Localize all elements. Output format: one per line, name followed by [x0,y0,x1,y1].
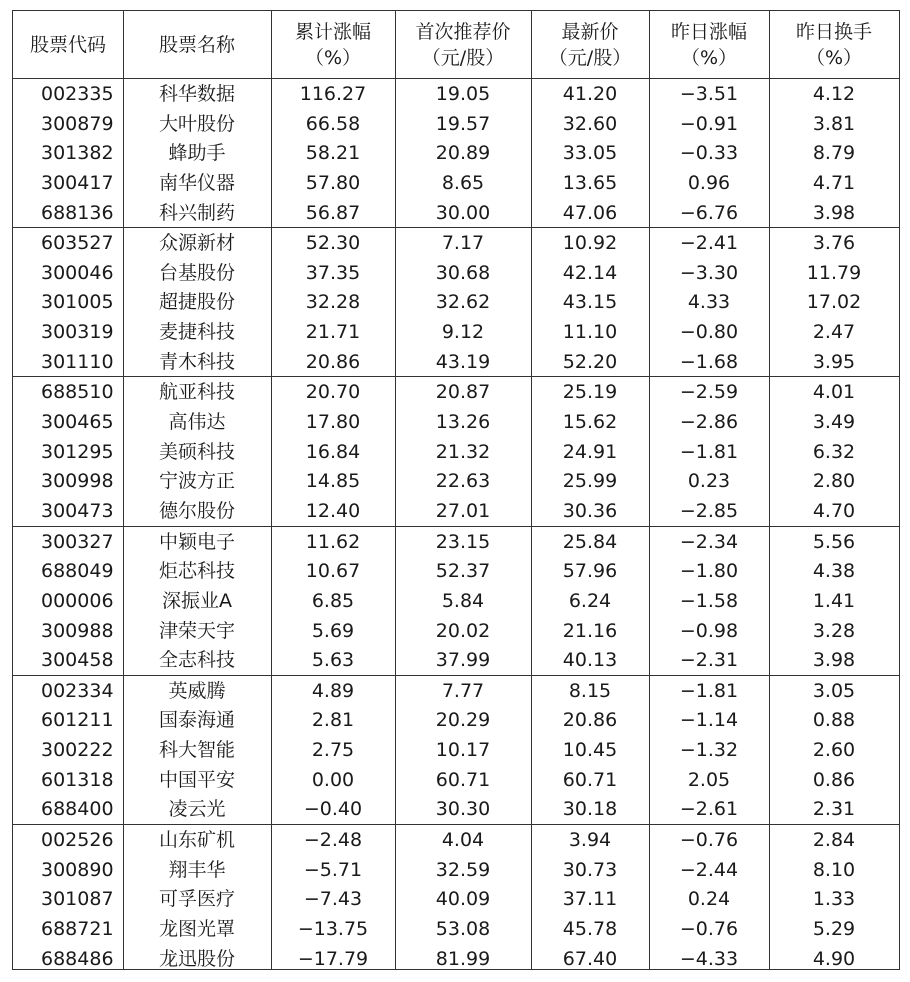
table-row [13,675,899,706]
yesterday-change: −1.14 [679,709,739,732]
header-latest-price [531,11,649,78]
table-row [13,705,899,735]
yesterday-change: −2.34 [679,530,739,553]
stock-name: 可孚医疗 [158,888,235,911]
stock-name: 众源新材 [158,232,235,255]
latest-price: 42.14 [562,261,618,284]
cumulative-gain: 4.89 [311,679,355,702]
yesterday-turnover: 17.02 [806,291,862,314]
cumulative-gain: 20.86 [305,350,361,373]
table-row [13,794,899,824]
stock-name: 美硕科技 [158,440,235,463]
stock-name: 龙迅股份 [158,947,235,970]
yesterday-change: 0.24 [687,888,731,911]
yesterday-turnover: 8.10 [812,858,856,881]
first-recommend-price: 52.37 [435,560,491,583]
stock-code: 300319 [41,321,114,344]
latest-price: 52.20 [562,350,618,373]
stock-code: 002335 [41,83,114,105]
yesterday-turnover: 2.80 [812,470,856,493]
first-recommend-price: 20.89 [435,142,491,165]
yesterday-turnover: 3.98 [812,649,856,672]
stock-code: 000006 [41,589,114,612]
stock-name: 超捷股份 [158,291,235,314]
cumulative-gain: −2.48 [303,829,363,852]
yesterday-change: −1.68 [679,350,739,373]
table-row [13,168,899,198]
stock-name: 中国平安 [158,768,235,791]
table-row [13,287,899,317]
stock-code: 300417 [41,171,114,194]
stock-name: 宁波方正 [158,470,235,493]
latest-price: 33.05 [562,142,618,165]
column-divider [395,11,396,969]
stock-code: 601211 [41,709,114,732]
first-recommend-price: 30.68 [435,261,491,284]
first-recommend-price: 9.12 [441,321,485,344]
yesterday-change: −2.86 [679,411,739,434]
stock-code: 301110 [41,350,114,373]
first-recommend-price: 30.30 [435,798,491,821]
table-row [13,824,899,855]
stock-code: 688486 [41,947,114,970]
cumulative-gain: 5.69 [311,619,355,642]
table-body [13,79,899,973]
stock-code: 688721 [41,917,114,940]
first-recommend-price: 19.05 [435,83,491,105]
stock-code: 300222 [41,739,114,762]
yesterday-turnover: 2.47 [812,321,856,344]
yesterday-turnover: 4.71 [812,171,856,194]
first-recommend-price: 27.01 [435,499,491,522]
stock-name: 麦捷科技 [158,321,235,344]
yesterday-change: 0.96 [687,171,731,194]
header-label: 首次推荐价 [415,20,511,43]
table-row [13,765,899,795]
first-recommend-price: 7.77 [441,679,485,702]
stock-code: 603527 [41,232,114,255]
stock-table [12,10,900,970]
first-recommend-price: 5.84 [441,589,485,612]
cumulative-gain: 14.85 [305,470,361,493]
cumulative-gain: 57.80 [305,171,361,194]
latest-price: 8.15 [568,679,612,702]
yesterday-turnover: 0.86 [812,768,856,791]
stock-code: 300890 [41,858,114,881]
first-recommend-price: 20.02 [435,619,491,642]
yesterday-change: 0.23 [687,470,731,493]
stock-code: 601318 [41,768,114,791]
stock-name: 蜂助手 [168,142,226,165]
yesterday-change: −6.76 [679,201,739,224]
cumulative-gain: 6.85 [311,589,355,612]
table-row [13,884,899,914]
stock-name: 英威腾 [168,679,226,702]
table-row [13,944,899,974]
first-recommend-price: 19.57 [435,112,491,135]
stock-code: 300473 [41,499,114,522]
stock-name: 翔丰华 [168,858,226,881]
first-recommend-price: 43.19 [435,350,491,373]
header-yesterday-turnover [769,11,899,78]
yesterday-change: −2.44 [679,858,739,881]
header-unit: （%） [680,46,738,69]
stock-name: 科大智能 [158,739,235,762]
yesterday-change: −0.33 [679,142,739,165]
table-row [13,407,899,437]
first-recommend-price: 20.29 [435,709,491,732]
first-recommend-price: 23.15 [435,530,491,553]
yesterday-change: −1.32 [679,739,739,762]
yesterday-turnover: 11.79 [806,261,862,284]
cumulative-gain: −13.75 [297,917,369,940]
yesterday-change: −2.85 [679,499,739,522]
header-cumulative-gain [271,11,395,78]
column-divider [531,11,532,969]
latest-price: 43.15 [562,291,618,314]
cumulative-gain: 10.67 [305,560,361,583]
stock-code: 002526 [41,829,114,852]
yesterday-change: −2.59 [679,381,739,404]
latest-price: 40.13 [562,649,618,672]
stock-code: 300458 [41,649,114,672]
yesterday-turnover: 4.70 [812,499,856,522]
stock-name: 凌云光 [168,798,226,821]
table-row [13,79,899,109]
stock-code: 688510 [41,381,114,404]
cumulative-gain: −7.43 [303,888,363,911]
stock-code: 301382 [41,142,114,165]
header-unit: （%） [304,46,362,69]
table-row [13,317,899,347]
stock-name: 航亚科技 [158,381,235,404]
stock-code: 300879 [41,112,114,135]
yesterday-change: −1.58 [679,589,739,612]
table-row [13,227,899,258]
yesterday-turnover: 1.33 [812,888,856,911]
header-stock-name [123,11,271,78]
table-row [13,735,899,765]
column-divider [271,11,272,969]
stock-name: 南华仪器 [158,171,235,194]
stock-code: 301087 [41,888,114,911]
latest-price: 13.65 [562,171,618,194]
first-recommend-price: 10.17 [435,739,491,762]
header-stock-code [13,11,123,78]
stock-code: 002334 [41,679,114,702]
cumulative-gain: 17.80 [305,411,361,434]
latest-price: 25.84 [562,530,618,553]
stock-code: 688136 [41,201,114,224]
table-row [13,376,899,407]
latest-price: 20.86 [562,709,618,732]
stock-name: 国泰海通 [158,709,235,732]
table-row [13,586,899,616]
yesterday-turnover: 3.28 [812,619,856,642]
cumulative-gain: 52.30 [305,232,361,255]
stock-code: 300046 [41,261,114,284]
cumulative-gain: 56.87 [305,201,361,224]
latest-price: 3.94 [568,829,612,852]
yesterday-change: −2.31 [679,649,739,672]
header-label: 昨日涨幅 [670,20,747,43]
stock-code: 688049 [41,560,114,583]
table-row [13,556,899,586]
first-recommend-price: 30.00 [435,201,491,224]
header-label: 股票代码 [29,33,106,56]
yesterday-change: −4.33 [679,947,739,970]
yesterday-change: 2.05 [687,768,731,791]
latest-price: 32.60 [562,112,618,135]
yesterday-change: −3.51 [679,83,739,105]
header-label: 昨日换手 [795,20,872,43]
first-recommend-price: 8.65 [441,171,485,194]
stock-name: 深振业A [162,589,232,612]
yesterday-change: −2.61 [679,798,739,821]
latest-price: 24.91 [562,440,618,463]
latest-price: 10.45 [562,739,618,762]
yesterday-change: 4.33 [687,291,731,314]
latest-price: 30.36 [562,499,618,522]
latest-price: 37.11 [562,888,618,911]
first-recommend-price: 21.32 [435,440,491,463]
stock-name: 科兴制药 [158,201,235,224]
cumulative-gain: 21.71 [305,321,361,344]
stock-name: 德尔股份 [158,499,235,522]
yesterday-change: −0.98 [679,619,739,642]
yesterday-turnover: 0.88 [812,709,856,732]
cumulative-gain: 2.75 [311,739,355,762]
stock-name: 青木科技 [158,350,235,373]
latest-price: 30.73 [562,858,618,881]
latest-price: 47.06 [562,201,618,224]
table-row [13,496,899,526]
latest-price: 10.92 [562,232,618,255]
first-recommend-price: 20.87 [435,381,491,404]
table-row [13,645,899,675]
stock-name: 台基股份 [158,261,235,284]
table-row [13,616,899,646]
yesterday-turnover: 4.90 [812,947,856,970]
header-label: 累计涨幅 [294,20,371,43]
first-recommend-price: 32.62 [435,291,491,314]
first-recommend-price: 40.09 [435,888,491,911]
yesterday-change: −1.80 [679,560,739,583]
stock-code: 301005 [41,291,114,314]
yesterday-turnover: 1.41 [812,589,856,612]
stock-name: 炬芯科技 [158,560,235,583]
header-unit: （元/股） [548,46,632,69]
yesterday-change: −0.76 [679,829,739,852]
first-recommend-price: 37.99 [435,649,491,672]
yesterday-turnover: 8.79 [812,142,856,165]
table-header [13,11,899,79]
latest-price: 25.99 [562,470,618,493]
cumulative-gain: 66.58 [305,112,361,135]
header-label: 股票名称 [158,33,235,56]
stock-name: 大叶股份 [158,112,235,135]
yesterday-turnover: 3.76 [812,232,856,255]
cumulative-gain: 32.28 [305,291,361,314]
cumulative-gain: 12.40 [305,499,361,522]
latest-price: 57.96 [562,560,618,583]
yesterday-turnover: 4.01 [812,381,856,404]
column-divider [769,11,770,969]
cumulative-gain: 116.27 [299,83,367,105]
yesterday-turnover: 5.29 [812,917,856,940]
cumulative-gain: 20.70 [305,381,361,404]
header-label: 最新价 [561,20,619,43]
stock-name: 高伟达 [168,411,226,434]
stock-code: 300988 [41,619,114,642]
latest-price: 60.71 [562,768,618,791]
latest-price: 41.20 [562,83,618,105]
cumulative-gain: 37.35 [305,261,361,284]
stock-code: 300327 [41,530,114,553]
yesterday-change: −0.76 [679,917,739,940]
yesterday-change: −3.30 [679,261,739,284]
first-recommend-price: 13.26 [435,411,491,434]
latest-price: 45.78 [562,917,618,940]
stock-code: 300465 [41,411,114,434]
latest-price: 15.62 [562,411,618,434]
table-row [13,855,899,885]
first-recommend-price: 53.08 [435,917,491,940]
table-row [13,466,899,496]
table-row [13,109,899,139]
latest-price: 6.24 [568,589,612,612]
yesterday-turnover: 4.12 [812,83,856,105]
yesterday-change: −1.81 [679,679,739,702]
table-row [13,138,899,168]
first-recommend-price: 7.17 [441,232,485,255]
first-recommend-price: 32.59 [435,858,491,881]
cumulative-gain: −5.71 [303,858,363,881]
table-row [13,258,899,288]
yesterday-turnover: 6.32 [812,440,856,463]
yesterday-turnover: 5.56 [812,530,856,553]
yesterday-turnover: 2.84 [812,829,856,852]
first-recommend-price: 22.63 [435,470,491,493]
table-row [13,347,899,377]
yesterday-turnover: 3.81 [812,112,856,135]
header-unit: （元/股） [421,46,505,69]
stock-name: 津荣天宇 [158,619,235,642]
yesterday-turnover: 2.31 [812,798,856,821]
cumulative-gain: −0.40 [303,798,363,821]
yesterday-turnover: 3.49 [812,411,856,434]
cumulative-gain: 16.84 [305,440,361,463]
yesterday-change: −0.80 [679,321,739,344]
yesterday-turnover: 4.38 [812,560,856,583]
latest-price: 30.18 [562,798,618,821]
yesterday-turnover: 3.05 [812,679,856,702]
cumulative-gain: 0.00 [311,768,355,791]
header-first-recommend-price [395,11,531,78]
column-divider [649,11,650,969]
table-row [13,526,899,557]
yesterday-turnover: 3.98 [812,201,856,224]
latest-price: 25.19 [562,381,618,404]
stock-name: 山东矿机 [158,829,235,852]
yesterday-turnover: 2.60 [812,739,856,762]
cumulative-gain: −17.79 [297,947,369,970]
first-recommend-price: 81.99 [435,947,491,970]
stock-name: 龙图光罩 [158,917,235,940]
yesterday-change: −0.91 [679,112,739,135]
column-divider [123,11,124,969]
table-row [13,198,899,228]
yesterday-change: −2.41 [679,232,739,255]
cumulative-gain: 5.63 [311,649,355,672]
latest-price: 11.10 [562,321,618,344]
table-row [13,914,899,944]
cumulative-gain: 2.81 [311,709,355,732]
header-unit: （%） [805,46,863,69]
stock-name: 全志科技 [158,649,235,672]
latest-price: 67.40 [562,947,618,970]
stock-code: 300998 [41,470,114,493]
cumulative-gain: 11.62 [305,530,361,553]
yesterday-change: −1.81 [679,440,739,463]
cumulative-gain: 58.21 [305,142,361,165]
first-recommend-price: 60.71 [435,768,491,791]
stock-code: 301295 [41,440,114,463]
stock-name: 中颖电子 [158,530,235,553]
header-yesterday-change [649,11,769,78]
stock-name: 科华数据 [158,83,235,105]
latest-price: 21.16 [562,619,618,642]
table-row [13,437,899,467]
stock-code: 688400 [41,798,114,821]
first-recommend-price: 4.04 [441,829,485,852]
yesterday-turnover: 3.95 [812,350,856,373]
